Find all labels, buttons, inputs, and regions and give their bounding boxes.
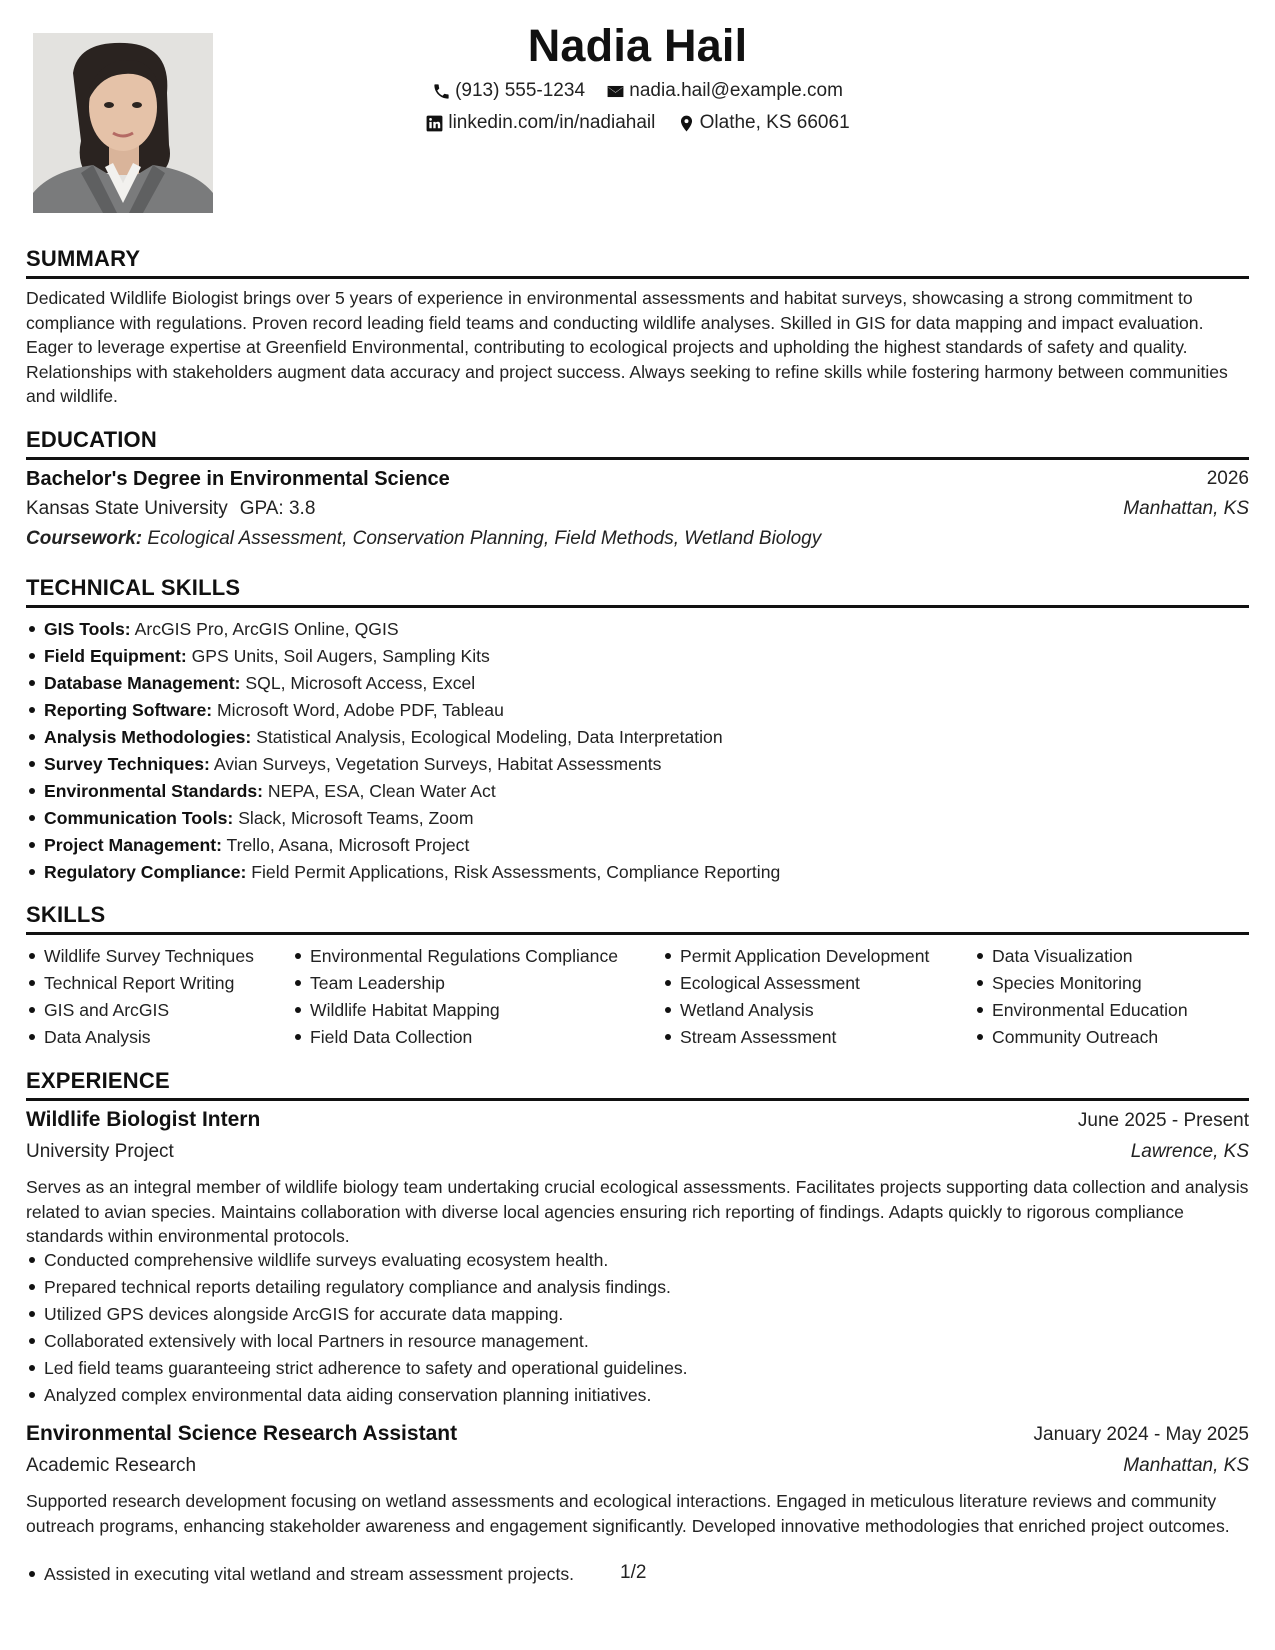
list-item — [26, 778, 780, 805]
summary-divider — [26, 276, 1249, 279]
list-item: Environmental Education — [974, 997, 1188, 1024]
envelope-icon — [606, 82, 625, 101]
job-title: Wildlife Biologist Intern — [26, 1108, 261, 1131]
list-item: Wildlife Habitat Mapping — [292, 997, 618, 1024]
location-contact — [677, 112, 850, 134]
list-item: Led field teams guaranteeing strict adherence to safety and operational guidelines. — [26, 1355, 688, 1382]
skill-values: Trello, Asana, Microsoft Project — [226, 835, 470, 855]
skill-category: Reporting Software: — [44, 700, 213, 720]
skill-category: Communication Tools: — [44, 808, 234, 828]
skills-column-3 — [662, 943, 929, 1051]
experience-divider — [26, 1098, 1249, 1101]
gpa: GPA: 3.8 — [239, 498, 316, 519]
skills-heading: SKILLS — [26, 902, 106, 927]
list-item: Utilized GPS devices alongside ArcGIS for accurate data mapping. — [26, 1301, 688, 1328]
skills-column-4 — [974, 943, 1188, 1051]
job-dates: January 2024 - May 2025 — [1033, 1424, 1249, 1445]
skill-category: Analysis Methodologies: — [44, 727, 252, 747]
technical-skills-list — [26, 616, 780, 886]
contact-row-primary — [0, 80, 1275, 107]
skill-values: Avian Surveys, Vegetation Surveys, Habitat Assessments — [213, 754, 662, 774]
graduation-year: 2026 — [1206, 468, 1249, 489]
skill-category: Project Management: — [44, 835, 222, 855]
list-item: Stream Assessment — [662, 1024, 929, 1051]
job-location: Manhattan, KS — [1123, 1455, 1249, 1476]
contact-row-secondary — [0, 112, 1275, 139]
job-achievements — [26, 1247, 688, 1409]
list-item: Prepared technical reports detailing regulatory compliance and analysis findings. — [26, 1274, 688, 1301]
school-line — [26, 498, 315, 520]
coursework-label: Coursework: — [26, 528, 143, 549]
summary-heading: SUMMARY — [26, 246, 141, 271]
location-text: Olathe, KS 66061 — [699, 112, 850, 133]
email-contact[interactable] — [606, 80, 843, 102]
email-text[interactable]: nadia.hail@example.com — [629, 80, 843, 101]
linkedin-contact[interactable] — [425, 112, 655, 134]
list-item — [26, 751, 780, 778]
school-location: Manhattan, KS — [1123, 498, 1249, 519]
list-item — [26, 643, 780, 670]
list-item: Permit Application Development — [662, 943, 929, 970]
skill-values: Microsoft Word, Adobe PDF, Tableau — [217, 700, 504, 720]
list-item: Collaborated extensively with local Partners in resource management. — [26, 1328, 688, 1355]
list-item — [26, 832, 780, 859]
school-name: Kansas State University — [26, 498, 228, 519]
job-organization: Academic Research — [26, 1455, 197, 1476]
list-item: Conducted comprehensive wildlife surveys evaluating ecosystem health. — [26, 1247, 688, 1274]
list-item: Data Analysis — [26, 1024, 254, 1051]
list-item: Data Visualization — [974, 943, 1188, 970]
list-item — [26, 670, 780, 697]
list-item — [26, 805, 780, 832]
coursework-list: Ecological Assessment, Conservation Planning, Field Methods, Wetland Biology — [147, 528, 822, 549]
job-location: Lawrence, KS — [1130, 1141, 1249, 1162]
skill-category: Database Management: — [44, 673, 241, 693]
phone-contact — [432, 80, 585, 102]
skill-values: NEPA, ESA, Clean Water Act — [267, 781, 496, 801]
experience-heading: EXPERIENCE — [26, 1068, 170, 1093]
skills-column-2 — [292, 943, 618, 1051]
list-item — [26, 616, 780, 643]
list-item: Team Leadership — [292, 970, 618, 997]
skill-values: Field Permit Applications, Risk Assessments, Compliance Reporting — [251, 862, 781, 882]
list-item: Field Data Collection — [292, 1024, 618, 1051]
list-item: Analyzed complex environmental data aiding conservation planning initiatives. — [26, 1382, 688, 1409]
skill-values: GPS Units, Soil Augers, Sampling Kits — [191, 646, 490, 666]
skills-column-1 — [26, 943, 254, 1051]
skill-category: Survey Techniques: — [44, 754, 210, 774]
skills-divider — [26, 932, 1249, 935]
skill-category: Regulatory Compliance: — [44, 862, 247, 882]
education-heading: EDUCATION — [26, 427, 157, 452]
candidate-name: Nadia Hail — [527, 20, 748, 71]
skill-values: Statistical Analysis, Ecological Modeling, Data Interpretation — [256, 727, 723, 747]
skill-values: ArcGIS Pro, ArcGIS Online, QGIS — [134, 619, 399, 639]
skill-values: Slack, Microsoft Teams, Zoom — [238, 808, 474, 828]
job-description: Supported research development focusing on wetland assessments and ecological interactions. Engaged in meticulous literature reviews and community outreach programs, enhancing stakeholder awareness and engagement significantly. Developed innovative methodologies that enriched project outcomes. — [26, 1491, 1230, 1536]
map-pin-icon — [677, 114, 696, 133]
degree-title: Bachelor's Degree in Environmental Science — [26, 468, 450, 490]
list-item — [26, 859, 780, 886]
coursework-line — [26, 528, 821, 550]
list-item: Wildlife Survey Techniques — [26, 943, 254, 970]
list-item: Ecological Assessment — [662, 970, 929, 997]
education-divider — [26, 457, 1249, 460]
list-item: Species Monitoring — [974, 970, 1188, 997]
list-item: Assisted in executing vital wetland and stream assessment projects. — [26, 1561, 574, 1588]
job-dates: June 2025 - Present — [1077, 1110, 1249, 1131]
list-item: GIS and ArcGIS — [26, 997, 254, 1024]
linkedin-icon — [425, 114, 444, 133]
list-item: Community Outreach — [974, 1024, 1188, 1051]
list-item — [26, 724, 780, 751]
skill-category: GIS Tools: — [44, 619, 131, 639]
list-item: Wetland Analysis — [662, 997, 929, 1024]
job-organization: University Project — [26, 1141, 174, 1162]
summary-text: Dedicated Wildlife Biologist brings over 5 years of experience in environmental assessments and habitat surveys, showcasing a strong commitment to compliance with regulations. Proven record leading field teams and conducting wildlife analyses. Skilled in GIS for data mapping and impact evaluation. Eager to leverage expertise at Greenfield Environmental, contributing to ecological projects and upholding the highest standards of safety and quality. Relationships with stakeholders augment data accuracy and project success. Always seeking to refine skills while fostering harmony between communities and wildlife. — [26, 288, 1228, 406]
linkedin-text[interactable]: linkedin.com/in/nadiahail — [448, 112, 656, 133]
job-achievements — [26, 1561, 574, 1588]
skill-category: Field Equipment: — [44, 646, 187, 666]
job-description: Serves as an integral member of wildlife biology team undertaking crucial ecological assessments. Facilitates projects supporting data collection and analysis related to avian species. Maintains collaboration with diverse local agencies ensuring rich reporting of findings. Adapts quickly to rigorous compliance standards within environmental protocols. — [26, 1177, 1249, 1246]
phone-text: (913) 555-1234 — [455, 80, 586, 101]
list-item: Environmental Regulations Compliance — [292, 943, 618, 970]
skill-values: SQL, Microsoft Access, Excel — [245, 673, 476, 693]
technical-skills-divider — [26, 605, 1249, 608]
list-item: Technical Report Writing — [26, 970, 254, 997]
skill-category: Environmental Standards: — [44, 781, 263, 801]
technical-skills-heading: TECHNICAL SKILLS — [26, 575, 241, 600]
job-title: Environmental Science Research Assistant — [26, 1422, 458, 1445]
page-number: 1/2 — [620, 1562, 647, 1583]
phone-icon — [432, 82, 451, 101]
list-item — [26, 697, 780, 724]
